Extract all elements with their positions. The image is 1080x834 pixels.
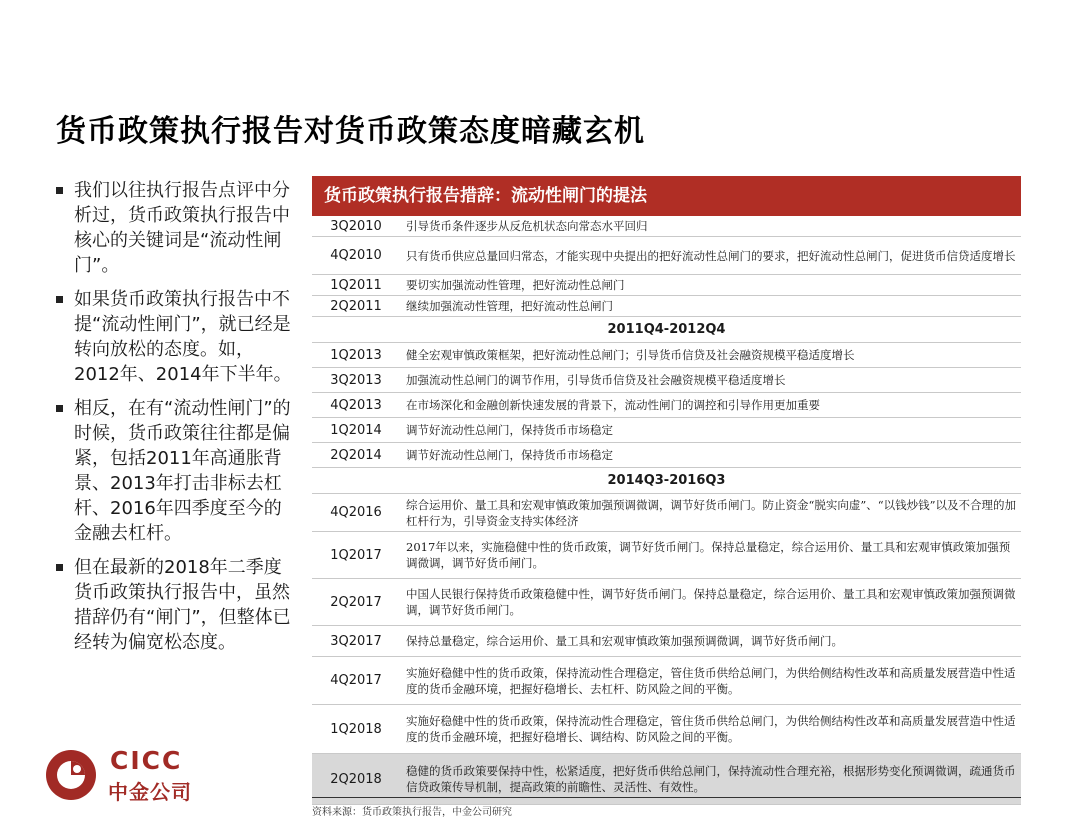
quarter-cell: 2Q2014	[330, 447, 382, 463]
policy-wording-table	[312, 176, 1021, 805]
table-row	[312, 418, 1021, 443]
source-note: 资料来源：货币政策执行报告，中金公司研究	[312, 807, 512, 818]
table-row	[312, 216, 1021, 237]
quarter-cell: 1Q2011	[330, 277, 382, 293]
logo-text-en: CICC	[110, 746, 183, 775]
quarter-cell: 4Q2013	[330, 397, 382, 413]
wording-cell: 调节好流动性总闸门，保持货币市场稳定	[406, 448, 613, 462]
wording-cell: 只有货币供应总量回归常态，才能实现中央提出的把好流动性总闸门的要求，把好流动性总闸门，促进货币信贷适度增长	[406, 248, 1016, 263]
bullet-text: 相反，在有“流动性闸门”的时候，货币政策往往都是偏紧，包括2011年高通胀背景、2013年打击非标去杠杆、2016年四季度至今的金融去杠杆。	[74, 398, 291, 544]
wording-cell: 综合运用价、量工具和宏观审慎政策加强预调微调，调节好货币闸门。防止资金“脱实向虚”、“以钱炒钱”以及不合理的加杠杆行为，引导资金支持实体经济	[406, 497, 1017, 528]
wording-cell: 健全宏观审慎政策框架，把好流动性总闸门；引导货币信贷及社会融资规模平稳适度增长	[406, 348, 855, 362]
logo-text-cn: 中金公司	[108, 780, 192, 804]
table-row	[312, 296, 1021, 317]
cicc-logo	[44, 744, 204, 808]
wording-cell: 保持总量稳定，综合运用价、量工具和宏观审慎政策加强预调微调，调节好货币闸门。	[406, 634, 843, 648]
wording-cell: 加强流动性总闸门的调节作用，引导货币信贷及社会融资规模平稳适度增长	[406, 373, 786, 387]
wording-cell: 实施好稳健中性的货币政策，保持流动性合理稳定，管住货币供给总闸门，为供给侧结构性改革和高质量发展营造中性适度的货币金融环境，把握好稳增长、去杠杆、防风险之间的平衡。	[406, 665, 1016, 696]
wording-cell: 在市场深化和金融创新快速发展的背景下，流动性闸门的调控和引导作用更加重要	[406, 398, 820, 412]
bullet-text: 我们以往执行报告点评中分析过，货币政策执行报告中核心的关键词是“流动性闸门”。	[74, 180, 290, 276]
wording-cell: 实施好稳健中性的货币政策，保持流动性合理稳定，管住货币供给总闸门，为供给侧结构性改革和高质量发展营造中性适度的货币金融环境，把握好稳增长、调结构、防风险之间的平衡。	[406, 714, 1016, 744]
wording-cell: 调节好流动性总闸门，保持货币市场稳定	[406, 423, 613, 437]
cicc-logo-icon	[44, 748, 98, 802]
wording-cell: 中国人民银行保持货币政策稳健中性，调节好货币闸门。保持总量稳定，综合运用价、量工具和宏观审慎政策加强预调微调，调节好货币闸门。	[406, 587, 1016, 617]
table-row	[312, 705, 1021, 754]
square-bullet-icon	[56, 405, 63, 412]
table-row	[312, 368, 1021, 393]
quarter-cell: 3Q2013	[330, 372, 382, 388]
bullet-list	[56, 178, 296, 664]
period-row: 2014Q3-2016Q3	[312, 468, 1021, 494]
wording-cell: 引导货币条件逐步从反危机状态向常态水平回归	[406, 219, 648, 233]
quarter-cell: 2Q2011	[330, 298, 382, 314]
square-bullet-icon	[56, 564, 63, 571]
quarter-cell: 1Q2017	[330, 547, 382, 563]
quarter-cell: 1Q2014	[330, 422, 382, 438]
bullet-item	[56, 178, 296, 278]
bullet-item	[56, 396, 296, 546]
quarter-cell: 4Q2010	[330, 248, 382, 263]
page-title: 货币政策执行报告对货币政策态度暗藏玄机	[56, 114, 645, 149]
table-row	[312, 393, 1021, 418]
quarter-cell: 3Q2010	[330, 218, 382, 234]
bullet-item	[56, 555, 296, 655]
quarter-cell: 1Q2013	[330, 347, 382, 363]
table-header: 货币政策执行报告措辞：流动性闸门的提法	[312, 176, 1021, 216]
table-row	[312, 343, 1021, 368]
bullet-text: 但在最新的2018年二季度货币政策执行报告中，虽然措辞仍有“闸门”，但整体已经转为偏宽松态度。	[74, 557, 291, 653]
quarter-cell: 1Q2018	[330, 721, 382, 737]
wording-cell: 要切实加强流动性管理，把好流动性总闸门	[406, 278, 625, 292]
table-row	[312, 626, 1021, 657]
table-row	[312, 579, 1021, 626]
table-row	[312, 657, 1021, 705]
table-row	[312, 275, 1021, 296]
table-row	[312, 494, 1021, 532]
period-row: 2011Q4-2012Q4	[312, 317, 1021, 343]
wording-cell: 继续加强流动性管理，把好流动性总闸门	[406, 299, 613, 313]
square-bullet-icon	[56, 187, 63, 194]
quarter-cell: 4Q2017	[330, 673, 382, 688]
bullet-text: 如果货币政策执行报告中不提“流动性闸门”，就已经是转向放松的态度。如，2012年、2014年下半年。	[74, 289, 292, 385]
quarter-cell: 4Q2016	[330, 505, 382, 520]
table-row	[312, 237, 1021, 275]
bullet-item	[56, 287, 296, 387]
wording-cell: 稳健的货币政策要保持中性，松紧适度，把好货币供给总闸门，保持流动性合理充裕，根据形势变化预调微调，疏通货币信贷政策传导机制，提高政策的前瞻性、灵活性、有效性。	[406, 764, 1016, 794]
source-divider	[312, 797, 1021, 798]
quarter-cell: 2Q2017	[330, 594, 382, 610]
quarter-cell: 2Q2018	[330, 771, 382, 787]
quarter-cell: 3Q2017	[330, 633, 382, 649]
wording-cell: 2017年以来，实施稳健中性的货币政策，调节好货币闸门。保持总量稳定，综合运用价、量工具和宏观审慎政策加强预调微调，调节好货币闸门。	[406, 540, 1011, 570]
table-row	[312, 532, 1021, 579]
square-bullet-icon	[56, 296, 63, 303]
table-row	[312, 443, 1021, 468]
